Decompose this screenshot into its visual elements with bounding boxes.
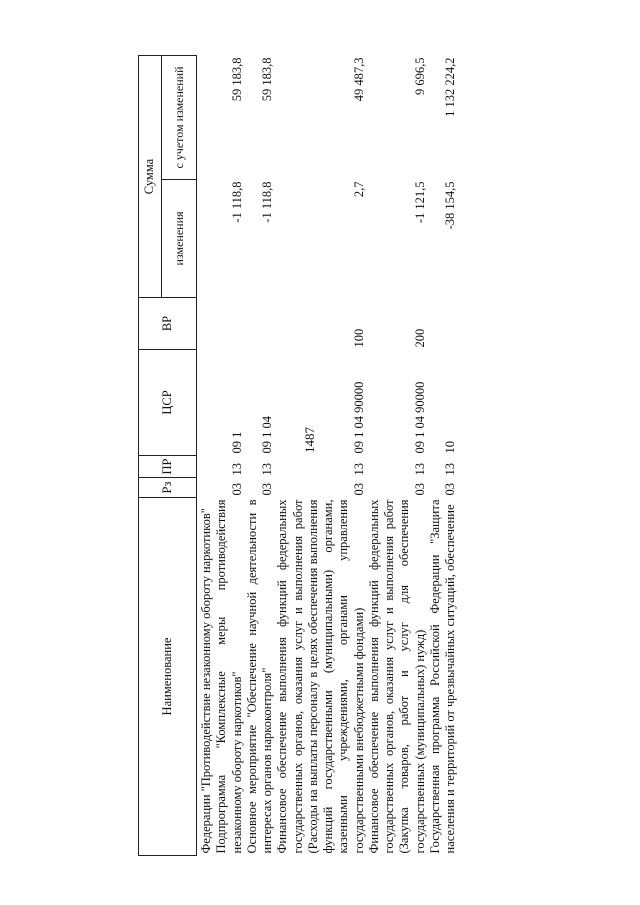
table-row — [428, 56, 459, 856]
row-pr: 13 — [229, 463, 244, 476]
row-vr: 200 — [412, 328, 427, 348]
row-name: Подпрограмма "Комплексные меры противодействия незаконному обороту наркотиков" — [214, 499, 244, 854]
row-csr: 09 1 — [229, 431, 244, 454]
row-vr — [245, 298, 276, 350]
row-changes: -1 121,5 — [412, 181, 427, 224]
row-rz: 03 — [260, 483, 274, 496]
table-row — [245, 56, 276, 856]
table-row — [367, 56, 428, 856]
row-csr: 09 1 04 90000 — [351, 381, 366, 454]
header-changes: изменения — [162, 180, 197, 298]
row-pr: 13 — [260, 463, 274, 476]
row-pr: 13 — [443, 463, 457, 476]
header-rz: Рз — [139, 478, 197, 498]
row-total — [197, 56, 215, 180]
table-row — [275, 56, 367, 856]
row-rz: 03 — [412, 483, 427, 496]
row-total: 49 487,3 — [351, 57, 366, 102]
page-number: 1487 — [302, 427, 317, 453]
header-pr: ПР — [139, 456, 197, 478]
row-name: Финансовое обеспечение выполнения функций федеральных государственных органов, оказания услуг и выполнения работ (Расходы на выплаты персоналу в целях обеспечения выполнения функций государственными (муниципальными) органами, казенными учреждениями, органами управления государственными внебюджетными фондами) — [275, 499, 366, 854]
header-sum: Сумма — [139, 56, 162, 298]
row-total: 59 183,8 — [229, 57, 244, 102]
row-vr: 100 — [351, 328, 366, 348]
table-row — [197, 56, 215, 856]
row-total: 9 696,5 — [412, 57, 427, 95]
row-rz: 03 — [443, 483, 457, 496]
budget-table — [138, 55, 458, 856]
row-csr: 09 1 04 90000 — [412, 381, 427, 454]
row-changes: 2,7 — [351, 181, 366, 198]
row-rz: 03 — [351, 483, 366, 496]
row-name: Основное мероприятие "Обеспечение научной деятельности в интересах органов наркоконтроля" — [244, 499, 274, 854]
row-name: Государственная программа Российской Федерации "Защита населения и территорий от чрезвычайных ситуаций, обеспечение — [427, 499, 457, 854]
row-csr — [197, 350, 215, 456]
row-changes: -1 118,8 — [229, 181, 244, 223]
row-vr — [428, 298, 459, 350]
table-row — [214, 56, 245, 856]
row-csr: 10 — [443, 441, 457, 454]
row-rz: 03 — [229, 483, 244, 496]
row-changes: -38 154,5 — [443, 181, 457, 230]
row-vr — [197, 298, 215, 350]
row-changes: -1 118,8 — [260, 181, 274, 223]
header-with-changes: с учетом изменений — [162, 56, 197, 180]
row-pr: 13 — [351, 463, 366, 476]
header-vr: ВР — [139, 298, 197, 350]
header-name: Наименование — [139, 498, 197, 856]
row-pr — [197, 456, 215, 478]
row-rz — [197, 478, 215, 498]
row-vr — [214, 298, 245, 350]
table-header-row — [139, 56, 162, 856]
row-changes — [197, 180, 215, 298]
row-total: 1 132 224,2 — [443, 57, 457, 117]
rotated-page-content — [138, 56, 585, 856]
row-name: Финансовое обеспечение выполнения функций федеральных государственных органов, оказания услуг и выполнения работ (Закупка товаров, работ и услуг для обеспечения государственных (муниципальных) нужд) — [366, 499, 427, 854]
row-total: 59 183,8 — [260, 57, 274, 102]
row-name: Федерации "Противодействие незаконному обороту наркотиков" — [199, 508, 213, 854]
row-csr: 09 1 04 — [260, 416, 274, 454]
row-pr: 13 — [412, 463, 427, 476]
header-csr: ЦСР — [139, 350, 197, 456]
